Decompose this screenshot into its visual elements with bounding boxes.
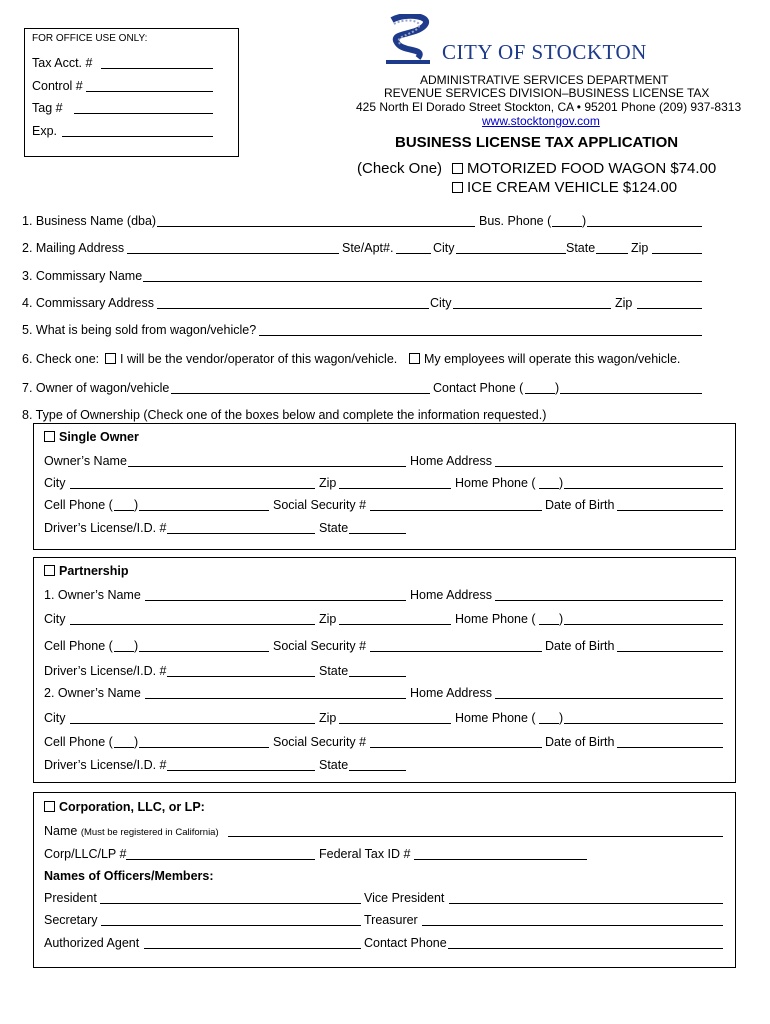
so-zip-label: Zip — [319, 476, 337, 490]
p1-zip-field[interactable] — [339, 624, 451, 625]
p1-dob-label: Date of Birth — [545, 639, 615, 653]
so-city-field[interactable] — [70, 488, 315, 489]
vendor-checkbox[interactable] — [105, 353, 116, 364]
p2-dob-label: Date of Birth — [545, 735, 615, 749]
check-one-label: (Check One) — [357, 160, 443, 177]
so-state-field[interactable] — [349, 533, 406, 534]
q2-zip-label: Zip — [631, 241, 649, 255]
so-state-label: State — [319, 521, 349, 535]
contact-phone-field[interactable] — [560, 393, 702, 394]
so-cell-phone-area-field[interactable] — [114, 510, 134, 511]
q6-label: 6. Check one: — [22, 352, 100, 366]
q2-state-field[interactable] — [596, 253, 628, 254]
so-ssn-field[interactable] — [370, 510, 542, 511]
so-owner-name-field[interactable] — [128, 466, 406, 467]
p2-home-phone-area-field[interactable] — [539, 723, 559, 724]
p1-state-label: State — [319, 664, 349, 678]
single-owner-heading[interactable]: Single Owner — [44, 430, 139, 444]
ste-field[interactable] — [396, 253, 431, 254]
so-dob-label: Date of Birth — [545, 498, 615, 512]
p1-home-phone-area-field[interactable] — [539, 624, 559, 625]
option-ice-cream[interactable]: ICE CREAM VEHICLE $124.00 — [452, 179, 677, 196]
p2-home-phone-field[interactable] — [564, 723, 723, 724]
corporation-heading[interactable]: Corporation, LLC, or LP: — [44, 800, 205, 814]
q2-city-label: City — [433, 241, 455, 255]
office-use-title: FOR OFFICE USE ONLY: — [32, 33, 148, 44]
tax-acct-field[interactable] — [101, 68, 213, 69]
p-owner1-name-field[interactable] — [145, 600, 406, 601]
owner-field[interactable] — [171, 393, 430, 394]
so-home-address-field[interactable] — [495, 466, 723, 467]
commissary-address-field[interactable] — [157, 308, 429, 309]
p1-zip-label: Zip — [319, 612, 337, 626]
corp-contact-phone-field[interactable] — [448, 948, 723, 949]
corp-name-text: Name — [44, 824, 78, 838]
option-food-wagon[interactable]: MOTORIZED FOOD WAGON $74.00 — [452, 160, 716, 177]
q6-option-employees[interactable]: My employees will operate this wagon/vehicle. — [409, 352, 680, 366]
p1-home-address-label: Home Address — [410, 588, 492, 602]
paren-close: ) — [559, 711, 564, 725]
p2-ssn-field[interactable] — [370, 747, 542, 748]
corp-number-field[interactable] — [126, 859, 315, 860]
paren-close: ) — [559, 476, 564, 490]
so-home-phone-area-field[interactable] — [539, 488, 559, 489]
so-owner-name-label: Owner’s Name — [44, 454, 127, 468]
p2-home-address-label: Home Address — [410, 686, 492, 700]
contact-phone-area-field[interactable] — [525, 393, 555, 394]
exp-field[interactable] — [62, 136, 213, 137]
fed-tax-field[interactable] — [414, 859, 587, 860]
address-line: 425 North El Dorado Street Stockton, CA • 95201 Phone (209) 937-8313 — [356, 100, 742, 114]
q4-city-label: City — [430, 296, 452, 310]
q4-zip-label: Zip — [615, 296, 633, 310]
p2-dl-label: Driver’s License/I.D. # — [44, 758, 167, 772]
p2-cell-phone-field[interactable] — [139, 747, 269, 748]
ice-cream-checkbox[interactable] — [452, 182, 463, 193]
agent-field[interactable] — [144, 948, 361, 949]
q4-city-field[interactable] — [453, 308, 611, 309]
so-cell-phone-field[interactable] — [139, 510, 269, 511]
p-owner1-name-label: 1. Owner’s Name — [44, 588, 141, 602]
corporation-checkbox[interactable] — [44, 801, 55, 812]
paren-close: ) — [134, 639, 139, 653]
q1-label: 1. Business Name (dba) — [22, 214, 157, 228]
so-ssn-label: Social Security # — [273, 498, 367, 512]
p2-city-field[interactable] — [70, 723, 315, 724]
p1-home-phone-label: Home Phone ( — [455, 612, 536, 626]
president-field[interactable] — [100, 903, 361, 904]
p1-home-address-field[interactable] — [495, 600, 723, 601]
ste-label: Ste/Apt#. — [342, 241, 394, 255]
president-label: President — [44, 891, 97, 905]
p-owner2-name-label: 2. Owner’s Name — [44, 686, 141, 700]
fed-tax-label: Federal Tax ID # — [319, 847, 411, 861]
form-title: BUSINESS LICENSE TAX APPLICATION — [395, 134, 679, 151]
p1-state-field[interactable] — [349, 676, 406, 677]
food-wagon-checkbox[interactable] — [452, 163, 463, 174]
commissary-name-field[interactable] — [143, 281, 702, 282]
p2-dl-field[interactable] — [167, 770, 315, 771]
p2-city-label: City — [44, 711, 66, 725]
p2-state-field[interactable] — [349, 770, 406, 771]
p2-cell-phone-area-field[interactable] — [114, 747, 134, 748]
treasurer-field[interactable] — [422, 925, 723, 926]
q7-label: 7. Owner of wagon/vehicle — [22, 381, 170, 395]
contact-phone-label: Contact Phone ( — [433, 381, 524, 395]
p1-cell-phone-area-field[interactable] — [114, 651, 134, 652]
so-home-phone-label: Home Phone ( — [455, 476, 536, 490]
p1-cell-phone-label: Cell Phone ( — [44, 639, 113, 653]
corp-name-label — [44, 824, 219, 838]
employees-checkbox[interactable] — [409, 353, 420, 364]
website-link[interactable]: www.stocktongov.com — [482, 114, 600, 128]
paren-close: ) — [559, 612, 564, 626]
q8-label: 8. Type of Ownership (Check one of the boxes below and complete the information requested.) — [22, 408, 547, 422]
corp-contact-phone-label: Contact Phone — [364, 936, 447, 950]
tag-field[interactable] — [74, 113, 213, 114]
p2-ssn-label: Social Security # — [273, 735, 367, 749]
p1-cell-phone-field[interactable] — [139, 651, 269, 652]
business-name-field[interactable] — [157, 226, 475, 227]
division-name: REVENUE SERVICES DIVISION–BUSINESS LICENSE TAX — [384, 86, 710, 100]
p1-dob-field[interactable] — [617, 651, 723, 652]
stockton-logo-icon — [384, 14, 444, 66]
vice-president-field[interactable] — [449, 903, 723, 904]
so-city-label: City — [44, 476, 66, 490]
p2-home-address-field[interactable] — [495, 698, 723, 699]
so-home-address-label: Home Address — [410, 454, 492, 468]
bus-phone-field[interactable] — [587, 226, 702, 227]
p1-dl-field[interactable] — [167, 676, 315, 677]
bus-phone-label: Bus. Phone ( — [479, 214, 552, 228]
p1-city-field[interactable] — [70, 624, 315, 625]
paren-close: ) — [134, 735, 139, 749]
p2-dob-field[interactable] — [617, 747, 723, 748]
city-name: CITY OF STOCKTON — [442, 40, 647, 64]
control-field[interactable] — [86, 91, 213, 92]
q4-zip-field[interactable] — [637, 308, 702, 309]
so-dl-field[interactable] — [167, 533, 315, 534]
officers-heading: Names of Officers/Members: — [44, 869, 214, 883]
so-dob-field[interactable] — [617, 510, 723, 511]
p1-dl-label: Driver’s License/I.D. # — [44, 664, 167, 678]
q2-city-field[interactable] — [456, 253, 566, 254]
q2-label: 2. Mailing Address — [22, 241, 125, 255]
control-label: Control # — [32, 79, 83, 93]
treasurer-label: Treasurer — [364, 913, 418, 927]
q4-label: 4. Commissary Address — [22, 296, 154, 310]
p2-state-label: State — [319, 758, 349, 772]
paren-close: ) — [582, 214, 587, 228]
mailing-address-field[interactable] — [127, 253, 339, 254]
partnership-heading[interactable]: Partnership — [44, 564, 128, 578]
q5-label: 5. What is being sold from wagon/vehicle? — [22, 323, 257, 337]
q3-label: 3. Commissary Name — [22, 269, 143, 283]
tax-acct-label: Tax Acct. # — [32, 56, 93, 70]
vice-president-label: Vice President — [364, 891, 445, 905]
paren-close: ) — [555, 381, 560, 395]
p2-home-phone-label: Home Phone ( — [455, 711, 536, 725]
exp-label: Exp. — [32, 124, 58, 138]
single-owner-checkbox[interactable] — [44, 431, 55, 442]
bus-phone-area-field[interactable] — [552, 226, 582, 227]
partnership-checkbox[interactable] — [44, 565, 55, 576]
so-zip-field[interactable] — [339, 488, 451, 489]
p1-home-phone-field[interactable] — [564, 624, 723, 625]
corp-number-label: Corp/LLC/LP # — [44, 847, 127, 861]
p2-zip-label: Zip — [319, 711, 337, 725]
corp-name-note: (Must be registered in California) — [80, 827, 219, 838]
dept-name: ADMINISTRATIVE SERVICES DEPARTMENT — [420, 73, 669, 87]
secretary-field[interactable] — [101, 925, 361, 926]
p1-city-label: City — [44, 612, 66, 626]
agent-label: Authorized Agent — [44, 936, 140, 950]
so-home-phone-field[interactable] — [564, 488, 723, 489]
p-owner2-name-field[interactable] — [145, 698, 406, 699]
corp-name-field[interactable] — [228, 836, 723, 837]
so-dl-label: Driver’s License/I.D. # — [44, 521, 167, 535]
secretary-label: Secretary — [44, 913, 98, 927]
items-sold-field[interactable] — [259, 335, 702, 336]
q2-state-label: State — [566, 241, 596, 255]
p1-ssn-field[interactable] — [370, 651, 542, 652]
p1-ssn-label: Social Security # — [273, 639, 367, 653]
paren-close: ) — [134, 498, 139, 512]
p2-cell-phone-label: Cell Phone ( — [44, 735, 113, 749]
so-cell-phone-label: Cell Phone ( — [44, 498, 113, 512]
q2-zip-field[interactable] — [652, 253, 702, 254]
tag-label: Tag # — [32, 101, 63, 115]
q6-option-vendor[interactable]: I will be the vendor/operator of this wagon/vehicle. — [105, 352, 397, 366]
p2-zip-field[interactable] — [339, 723, 451, 724]
